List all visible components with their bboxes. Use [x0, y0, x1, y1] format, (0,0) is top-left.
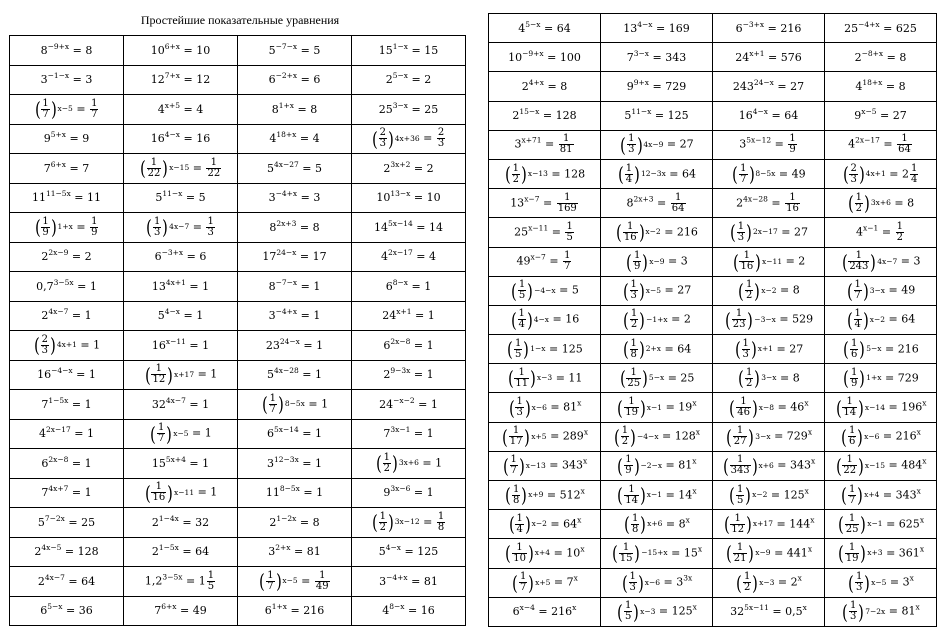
fraction: $\frac{1}{7}$ — [564, 250, 571, 273]
equation-cell: ( 1 16 ) x−2 = 216 — [601, 218, 713, 247]
equation-cell: $5^{4x-28} = 1$ — [238, 360, 352, 390]
fraction-power: ( 1 25 ) 5−x — [619, 366, 665, 391]
equation-cell: ( 1 2 ) x−3 = $2^x$ — [713, 568, 825, 597]
table-row — [10, 65, 466, 95]
fraction-power: ( 1 17 ) x+5 — [501, 424, 547, 449]
fraction-power: ( 1 3 ) 4x−7 — [146, 215, 190, 240]
equation-cell: ( 1 5 ) x−2 = $125^x$ — [713, 481, 825, 510]
table-row — [489, 422, 937, 451]
equation-cell: ( 1 2 ) x−2 = 8 — [713, 276, 825, 305]
fraction-power: ( 1 19 ) x−1 — [617, 395, 663, 420]
fraction: $\frac{1}{169}$ — [557, 191, 577, 214]
table-row — [489, 247, 937, 276]
equation-cell: $25^{3-x} = 25$ — [352, 95, 466, 125]
fraction-power: ( 1 2 ) 3−x — [738, 366, 777, 391]
table-row — [10, 124, 466, 154]
equation-cell: ( 1 7 ) x+5 = $7^x$ — [489, 568, 601, 597]
fraction: $\frac{1}{64}$ — [671, 191, 685, 214]
equation-cell: $3^{5x-12}$ = $\frac{1}{9}$ — [713, 130, 825, 159]
equation-cell: $7^{4x+7} = 1$ — [10, 478, 124, 508]
equation-cell: ( 1 15 ) −15+x = $15^x$ — [601, 539, 713, 568]
fraction-power: ( 1 2 ) −4−x — [613, 424, 659, 449]
equation-cell: $25^{x-11}$ = $\frac{1}{5}$ — [489, 218, 601, 247]
equation-cell: $11^{8-5x} = 1$ — [238, 478, 352, 508]
equation-cell: $8^{-9+x} = 8$ — [10, 36, 124, 66]
equation-cell: $3^{12-3x} = 1$ — [238, 449, 352, 479]
equation-cell: ( 1 46 ) x−8 = $46^x$ — [713, 393, 825, 422]
fraction-power: ( 1 7 ) 8−5x — [261, 392, 305, 417]
equation-cell: $2^{4+x} = 8$ — [489, 72, 601, 101]
equation-cell: ( 1 8 ) 2+x = 64 — [601, 335, 713, 364]
equation-cell: $10^{6+x} = 10$ — [124, 36, 238, 66]
table-row — [10, 242, 466, 272]
fraction-power: ( 1 2 ) 3x+6 — [375, 451, 419, 476]
equation-cell: ( 1 14 ) x−14 = $196^x$ — [825, 393, 937, 422]
table-row — [489, 597, 937, 626]
equation-cell: $2^{3x+2} = 2$ — [352, 154, 466, 184]
fraction-power: ( 1 8 ) x+9 — [505, 483, 544, 508]
table-row — [10, 596, 466, 626]
fraction: $\frac{1}{49}$ — [315, 569, 329, 592]
equation-cell: ( 1 9 ) 1+x = 729 — [825, 364, 937, 393]
equation-cell: $13^{4x+1} = 1$ — [124, 272, 238, 302]
equation-cell: ( 1 27 ) 3−x = $729^x$ — [713, 422, 825, 451]
fraction-power: ( 1 4 ) 4−x — [510, 307, 550, 332]
equation-cell: ( 1 21 ) x−9 = $441^x$ — [713, 539, 825, 568]
equation-cell: $4^{8-x} = 16$ — [352, 596, 466, 626]
equation-cell: $10^{-9+x} = 100$ — [489, 43, 601, 72]
equation-cell: ( 1 6 ) x−6 = $216^x$ — [825, 422, 937, 451]
page-title: Простейшие показательные уравнения — [140, 13, 340, 27]
fraction-power: ( 1 9 ) x−9 — [626, 249, 665, 274]
fraction-power: ( 2 3 ) 4x+36 — [371, 126, 420, 151]
equation-cell: ( 1 19 ) x+3 = $361^x$ — [825, 539, 937, 568]
table-row — [489, 159, 937, 188]
equation-cell: ( 1 7 ) x−13 = $343^x$ — [489, 451, 601, 480]
equation-cell: ( 1 3 ) x+1 = 27 — [713, 335, 825, 364]
equation-cell: ( 1 6 ) 5−x = 216 — [825, 335, 937, 364]
table-row — [10, 537, 466, 567]
equation-cell: ( 1 5 ) 1−x = 125 — [489, 335, 601, 364]
table-row — [10, 567, 466, 597]
fraction-power: ( 1 25 ) x−1 — [837, 512, 883, 537]
equation-cell: ( 1 7 ) 3−x = 49 — [825, 276, 937, 305]
equation-cell: $32^{5x-11} = 0,5^x$ — [713, 597, 825, 626]
fraction-power: ( 1 243 ) 4x−7 — [841, 249, 898, 274]
equation-cell: ( 1 2 ) 3x−12 = $\frac{1}{8}$ — [352, 508, 466, 538]
equation-cell: ( 1 25 ) 5−x = 25 — [601, 364, 713, 393]
equation-cell: ( 1 3 ) x−5 = $3^x$ — [825, 568, 937, 597]
equation-cell: $15^{1-x} = 15$ — [352, 36, 466, 66]
equation-cell: $23^{24-x} = 1$ — [238, 331, 352, 361]
equation-cell: $2^{4x-7} = 1$ — [10, 301, 124, 331]
table-row — [489, 510, 937, 539]
table-row — [489, 276, 937, 305]
equation-cell: $13^{4-x} = 169$ — [601, 14, 713, 43]
equation-cell: $4^{5-x} = 64$ — [489, 14, 601, 43]
equation-cell: ( 1 11 ) x−3 = 11 — [489, 364, 601, 393]
table-row — [489, 101, 937, 130]
table-row — [10, 183, 466, 213]
fraction-power: ( 1 4 ) 12−3x — [617, 162, 666, 187]
equation-cell: $32^{4x-7} = 1$ — [124, 390, 238, 420]
equation-cell: $9^{3x-6} = 1$ — [352, 478, 466, 508]
equation-cell: ( 1 8 ) x+6 = $8^x$ — [601, 510, 713, 539]
fraction-power: ( 1 2 ) x−13 — [504, 162, 548, 187]
equation-cell: $12^{7+x} = 12$ — [124, 65, 238, 95]
equation-cell: ( 1 7 ) x−5 = $\frac{1}{7}$ — [10, 95, 124, 125]
fraction: $\frac{1}{64}$ — [898, 133, 911, 156]
equation-cell: $11^{11-5x} = 11$ — [10, 183, 124, 213]
fraction-power: ( 1 9 ) −2−x — [617, 453, 663, 478]
equation-cell: $5^{11-x} = 125$ — [601, 101, 713, 130]
fraction-power: ( 1 9 ) 1+x — [34, 215, 73, 240]
equation-cell: $15^{5x+4} = 1$ — [124, 449, 238, 479]
fraction-power: ( 1 7 ) x−5 — [34, 97, 73, 122]
fraction-power: ( 1 2 ) 3x−12 — [371, 510, 420, 535]
fraction: $\frac{2}{3}$ — [437, 127, 445, 150]
equation-cell: ( 1 22 ) x−15 = $484^x$ — [825, 451, 937, 480]
equation-cell: $9^{9+x} = 729$ — [601, 72, 713, 101]
left-equation-table — [9, 35, 466, 626]
fraction-power: ( 1 343 ) x+6 — [722, 453, 774, 478]
fraction-power: ( 1 7 ) 8−5x — [732, 162, 776, 187]
equation-cell: $5^{4-x} = 1$ — [124, 301, 238, 331]
table-row — [10, 390, 466, 420]
table-row — [10, 301, 466, 331]
fraction-power: ( 1 14 ) x−1 — [617, 483, 663, 508]
equation-cell: $3^{-4+x} = 1$ — [238, 301, 352, 331]
equation-cell: $7^{6+x} = 7$ — [10, 154, 124, 184]
fraction-power: ( 1 15 ) −15+x — [611, 541, 668, 566]
equation-cell: ( 1 2 ) x−13 = 128 — [489, 159, 601, 188]
equation-cell: ( 1 2 ) −1+x = 2 — [601, 305, 713, 334]
equation-cell: ( 1 2 ) 3x+6 = 8 — [825, 189, 937, 218]
equation-cell: ( 1 3 ) x−6 = $81^x$ — [489, 393, 601, 422]
equation-cell: $5^{4-x} = 125$ — [352, 537, 466, 567]
fraction-power: ( 1 22 ) x−15 — [139, 156, 190, 181]
equation-cell: $8^{2x+3} = 8$ — [238, 213, 352, 243]
fraction: $\frac{1}{8}$ — [437, 510, 445, 533]
fraction-power: ( 1 21 ) x−9 — [725, 541, 771, 566]
equation-cell: $6^{-2+x} = 6$ — [238, 65, 352, 95]
fraction-power: ( 1 9 ) 1+x — [843, 366, 882, 391]
equation-cell: ( 2 3 ) 4x+36 = $\frac{2}{3}$ — [352, 124, 466, 154]
equation-cell: $7^{1-5x} = 1$ — [10, 390, 124, 420]
table-row — [489, 130, 937, 159]
equation-cell: ( 1 2 ) 3x+6 = 1 — [352, 449, 466, 479]
equation-cell: ( 1 5 ) x−3 = $125^x$ — [601, 597, 713, 626]
fraction: $\frac{1}{4}$ — [910, 162, 918, 185]
fraction-power: ( 1 23 ) −3−x — [724, 307, 776, 332]
equation-cell: $2^{9-3x} = 1$ — [352, 360, 466, 390]
fraction-power: ( 1 6 ) 5−x — [843, 337, 882, 362]
equation-cell: $4^{2x-17} = 1$ — [10, 419, 124, 449]
equation-cell: $6^{1+x} = 216$ — [238, 596, 352, 626]
fraction: $\frac{1}{5}$ — [566, 220, 573, 243]
equation-cell: $2^{15-x} = 128$ — [489, 101, 601, 130]
equation-cell: ( 1 4 ) x−2 = $64^x$ — [489, 510, 601, 539]
table-row — [10, 95, 466, 125]
equation-cell: ( 1 3 ) x−5 = 27 — [601, 276, 713, 305]
fraction-power: ( 1 3 ) x−6 — [621, 570, 661, 595]
equation-cell: $10^{13-x} = 10$ — [352, 183, 466, 213]
fraction: $\frac{1}{2}$ — [896, 220, 903, 243]
equation-cell: ( 1 3 ) 7−2x = $81^x$ — [825, 597, 937, 626]
equation-cell: $5^{7-2x} = 25$ — [10, 508, 124, 538]
equation-cell: $8^{-7-x} = 1$ — [238, 272, 352, 302]
equation-cell: ( 1 5 ) −4−x = 5 — [489, 276, 601, 305]
fraction-power: ( 1 7 ) x−5 — [150, 421, 189, 446]
fraction-power: ( 2 3 ) 4x+1 — [842, 162, 886, 187]
equation-cell: $2^{2x-9} = 2$ — [10, 242, 124, 272]
fraction-power: ( 1 10 ) x+4 — [505, 541, 551, 566]
fraction-power: ( 1 16 ) x−2 — [616, 220, 661, 245]
table-row — [489, 539, 937, 568]
fraction-power: ( 1 19 ) x+3 — [837, 541, 883, 566]
equation-cell: $5^{4x-27} = 5$ — [238, 154, 352, 184]
equation-cell: $3^{x+71}$ = $\frac{1}{81}$ — [489, 130, 601, 159]
table-row — [10, 36, 466, 66]
equation-cell: $2^{-8+x} = 8$ — [825, 43, 937, 72]
equation-cell: $7^{3x-1} = 1$ — [352, 419, 466, 449]
equation-cell: ( 1 16 ) x−11 = 2 — [713, 247, 825, 276]
equation-cell: ( 1 23 ) −3−x = 529 — [713, 305, 825, 334]
equation-cell: ( 2 3 ) 4x+1 = 2 $\frac{1}{4}$ — [825, 159, 937, 188]
equation-cell: $2^{4x-28}$ = $\frac{1}{16}$ — [713, 189, 825, 218]
table-row — [10, 449, 466, 479]
fraction-power: ( 1 27 ) 3−x — [725, 424, 771, 449]
equation-cell: $16^{x-11} = 1$ — [124, 331, 238, 361]
fraction-power: ( 1 3 ) x−5 — [622, 278, 662, 303]
equation-cell: $3^{-4+x} = 81$ — [352, 567, 466, 597]
equation-cell: $17^{24-x} = 17$ — [238, 242, 352, 272]
equation-cell: ( 1 2 ) 3−x = 8 — [713, 364, 825, 393]
fraction: $\frac{1}{3}$ — [207, 215, 214, 238]
table-row — [489, 305, 937, 334]
fraction-power: ( 1 8 ) x+6 — [624, 512, 663, 537]
equation-cell: ( 1 7 ) x+4 = $343^x$ — [825, 481, 937, 510]
equation-cell: ( 1 22 ) x−15 = $\frac{1}{22}$ — [124, 154, 238, 184]
fraction-power: ( 1 16 ) x−11 — [732, 249, 783, 274]
equation-cell: $49^{x-7}$ = $\frac{1}{7}$ — [489, 247, 601, 276]
table-row — [489, 335, 937, 364]
equation-cell: $8^{2x+3}$ = $\frac{1}{64}$ — [601, 189, 713, 218]
equation-cell: ( 1 17 ) x+5 = $289^x$ — [489, 422, 601, 451]
fraction-power: ( 1 3 ) x−6 — [508, 395, 547, 420]
table-row — [10, 213, 466, 243]
equation-cell: $24^{x+1} = 576$ — [713, 43, 825, 72]
fraction: $\frac{1}{7}$ — [91, 97, 98, 120]
equation-cell: ( 1 7 ) 8−5x = 49 — [713, 159, 825, 188]
fraction-power: ( 1 8 ) 2+x — [622, 337, 662, 362]
fraction-power: ( 1 14 ) x−14 — [835, 395, 885, 420]
fraction-power: ( 1 2 ) −1+x — [623, 307, 668, 332]
fraction-power: ( 1 16 ) x−11 — [144, 480, 195, 505]
equation-cell: $9^{x-5} = 27$ — [825, 101, 937, 130]
table-row — [489, 218, 937, 247]
fraction-power: ( 1 6 ) x−6 — [841, 424, 880, 449]
table-row — [10, 508, 466, 538]
fraction-power: ( 1 12 ) x+17 — [723, 512, 773, 537]
fraction-power: ( 1 3 ) 7−2x — [842, 599, 886, 624]
equation-cell: ( 1 3 ) 2x−17 = 27 — [713, 218, 825, 247]
equation-cell: $6^{x-4} = 216^x$ — [489, 597, 601, 626]
equation-cell: $4^{x-1}$ = $\frac{1}{2}$ — [825, 218, 937, 247]
fraction: $\frac{1}{5}$ — [207, 569, 215, 592]
fraction: $\frac{1}{9}$ — [91, 215, 98, 238]
equation-cell: $24^{-x-2} = 1$ — [352, 390, 466, 420]
equation-cell: $6^{-3+x} = 216$ — [713, 14, 825, 43]
equation-cell: ( 1 8 ) x+9 = $512^x$ — [489, 481, 601, 510]
table-row — [10, 154, 466, 184]
equation-cell: ( 1 9 ) x−9 = 3 — [601, 247, 713, 276]
equation-cell: $16^{-4-x} = 1$ — [10, 360, 124, 390]
equation-cell: $9^{5+x} = 9$ — [10, 124, 124, 154]
table-row — [10, 419, 466, 449]
equation-cell: ( 1 4 ) 4−x = 16 — [489, 305, 601, 334]
equation-cell: ( 1 3 ) x−6 = $3^{3x}$ — [601, 568, 713, 597]
equation-cell: $24^{x+1} = 1$ — [352, 301, 466, 331]
table-row — [489, 568, 937, 597]
equation-cell: $6^{-3+x} = 6$ — [124, 242, 238, 272]
equation-cell: $4^{18+x} = 4$ — [238, 124, 352, 154]
table-row — [489, 393, 937, 422]
equation-cell: $6^{5x-14} = 1$ — [238, 419, 352, 449]
equation-cell: $14^{5x-14} = 14$ — [352, 213, 466, 243]
fraction-power: ( 1 2 ) 3x+6 — [847, 191, 891, 216]
fraction-power: ( 1 46 ) x−8 — [729, 395, 775, 420]
table-row — [489, 72, 937, 101]
equation-cell: $2^{4x-7} = 64$ — [10, 567, 124, 597]
fraction-power: ( 1 3 ) x−5 — [848, 570, 887, 595]
equation-cell: ( 1 7 ) 8−5x = 1 — [238, 390, 352, 420]
table-row — [10, 360, 466, 390]
fraction-power: ( 1 4 ) x−2 — [846, 307, 886, 332]
equation-cell: $5^{11-x} = 5$ — [124, 183, 238, 213]
equation-cell: $4^{2x-17} = 4$ — [352, 242, 466, 272]
equation-cell: $2^{4x-5} = 128$ — [10, 537, 124, 567]
fraction-power: ( 1 5 ) −4−x — [511, 278, 556, 303]
fraction-power: ( 1 7 ) 3−x — [846, 278, 886, 303]
equation-cell: ( 1 9 ) 1+x = $\frac{1}{9}$ — [10, 213, 124, 243]
equation-cell: $1,2^{3-5x} = 1$ $\frac{1}{5}$ — [124, 567, 238, 597]
fraction-power: ( 1 5 ) x−3 — [617, 599, 656, 624]
fraction: $\frac{1}{16}$ — [786, 191, 799, 214]
equation-cell: $8^{1+x} = 8$ — [238, 95, 352, 125]
right-equation-table — [488, 13, 937, 627]
fraction-power: ( 1 3 ) x+1 — [734, 337, 774, 362]
equation-cell: $0,7^{3-5x} = 1$ — [10, 272, 124, 302]
equation-cell: ( 1 243 ) 4x−7 = 3 — [825, 247, 937, 276]
equation-cell: ( 1 19 ) x−1 = $19^x$ — [601, 393, 713, 422]
fraction-power: ( 1 5 ) x−2 — [729, 483, 768, 508]
equation-cell: $2^{5-x} = 2$ — [352, 65, 466, 95]
table-row — [10, 331, 466, 361]
equation-cell: $6^{2x-8} = 1$ — [352, 331, 466, 361]
equation-cell: $6^{8-x} = 1$ — [352, 272, 466, 302]
equation-cell: $3^{-1-x} = 3$ — [10, 65, 124, 95]
fraction-power: ( 1 12 ) x+17 — [144, 362, 195, 387]
table-row — [10, 272, 466, 302]
fraction-power: ( 1 7 ) x−13 — [502, 453, 546, 478]
equation-cell: ( 1 7 ) x−5 = $\frac{1}{49}$ — [238, 567, 352, 597]
equation-cell: $6^{5-x} = 36$ — [10, 596, 124, 626]
equation-cell: ( 1 16 ) x−11 = 1 — [124, 478, 238, 508]
fraction: $\frac{1}{22}$ — [207, 156, 221, 179]
equation-cell: $4^{18+x} = 8$ — [825, 72, 937, 101]
fraction-power: ( 1 11 ) x−3 — [507, 366, 553, 391]
fraction-power: ( 1 3 ) 4x−9 — [620, 132, 664, 157]
equation-cell: ( 1 3 ) 4x−7 = $\frac{1}{3}$ — [124, 213, 238, 243]
fraction-power: ( 1 2 ) x−2 — [738, 278, 777, 303]
equation-cell: $2^{1-5x} = 64$ — [124, 537, 238, 567]
fraction-power: ( 1 7 ) x+5 — [512, 570, 551, 595]
equation-cell: $3^{-4+x} = 3$ — [238, 183, 352, 213]
equation-cell: $16^{4-x} = 64$ — [713, 101, 825, 130]
equation-cell: ( 1 12 ) x+17 = 1 — [124, 360, 238, 390]
table-row — [489, 451, 937, 480]
equation-cell: ( 1 12 ) x+17 = $144^x$ — [713, 510, 825, 539]
equation-cell: $25^{-4+x} = 625$ — [825, 14, 937, 43]
fraction: $\frac{1}{9}$ — [789, 133, 796, 156]
equation-cell: $243^{24-x} = 27$ — [713, 72, 825, 101]
equation-cell: $16^{4-x} = 16$ — [124, 124, 238, 154]
equation-cell: $4^{x+5} = 4$ — [124, 95, 238, 125]
equation-cell: $7^{6+x} = 49$ — [124, 596, 238, 626]
fraction-power: ( 1 7 ) x−5 — [259, 569, 298, 594]
table-row — [489, 481, 937, 510]
equation-cell: ( 2 3 ) 4x+1 = 1 — [10, 331, 124, 361]
fraction-power: ( 1 2 ) x−3 — [736, 570, 775, 595]
equation-cell: $5^{-7-x} = 5$ — [238, 36, 352, 66]
equation-cell: ( 1 2 ) −4−x = $128^x$ — [601, 422, 713, 451]
equation-cell: ( 1 14 ) x−1 = $14^x$ — [601, 481, 713, 510]
equation-cell: ( 1 4 ) 12−3x = 64 — [601, 159, 713, 188]
fraction-power: ( 1 22 ) x−15 — [835, 453, 885, 478]
fraction-power: ( 1 3 ) 2x−17 — [729, 220, 778, 245]
table-row — [489, 14, 937, 43]
equation-cell: $2^{1-2x} = 8$ — [238, 508, 352, 538]
fraction-power: ( 1 5 ) 1−x — [507, 337, 546, 362]
table-row — [10, 478, 466, 508]
equation-cell: $2^{1-4x} = 32$ — [124, 508, 238, 538]
equation-cell: $6^{2x-8} = 1$ — [10, 449, 124, 479]
equation-cell: ( 1 10 ) x+4 = $10^x$ — [489, 539, 601, 568]
fraction-power: ( 1 4 ) x−2 — [508, 512, 547, 537]
equation-cell: $13^{x-7}$ = $\frac{1}{169}$ — [489, 189, 601, 218]
equation-cell: ( 1 4 ) x−2 = 64 — [825, 305, 937, 334]
equation-cell: $4^{2x-17}$ = $\frac{1}{64}$ — [825, 130, 937, 159]
equation-cell: ( 1 3 ) 4x−9 = 27 — [601, 130, 713, 159]
fraction-power: ( 2 3 ) 4x+1 — [33, 333, 77, 358]
equation-cell: $7^{3-x} = 343$ — [601, 43, 713, 72]
table-row — [489, 364, 937, 393]
equation-cell: ( 1 25 ) x−1 = $625^x$ — [825, 510, 937, 539]
equation-cell: ( 1 7 ) x−5 = 1 — [124, 419, 238, 449]
equation-cell: ( 1 343 ) x+6 = $343^x$ — [713, 451, 825, 480]
fraction: $\frac{1}{81}$ — [559, 133, 573, 156]
equation-cell: $3^{2+x} = 81$ — [238, 537, 352, 567]
table-row — [489, 189, 937, 218]
equation-cell: ( 1 9 ) −2−x = $81^x$ — [601, 451, 713, 480]
fraction-power: ( 1 7 ) x+4 — [841, 483, 880, 508]
table-row — [489, 43, 937, 72]
